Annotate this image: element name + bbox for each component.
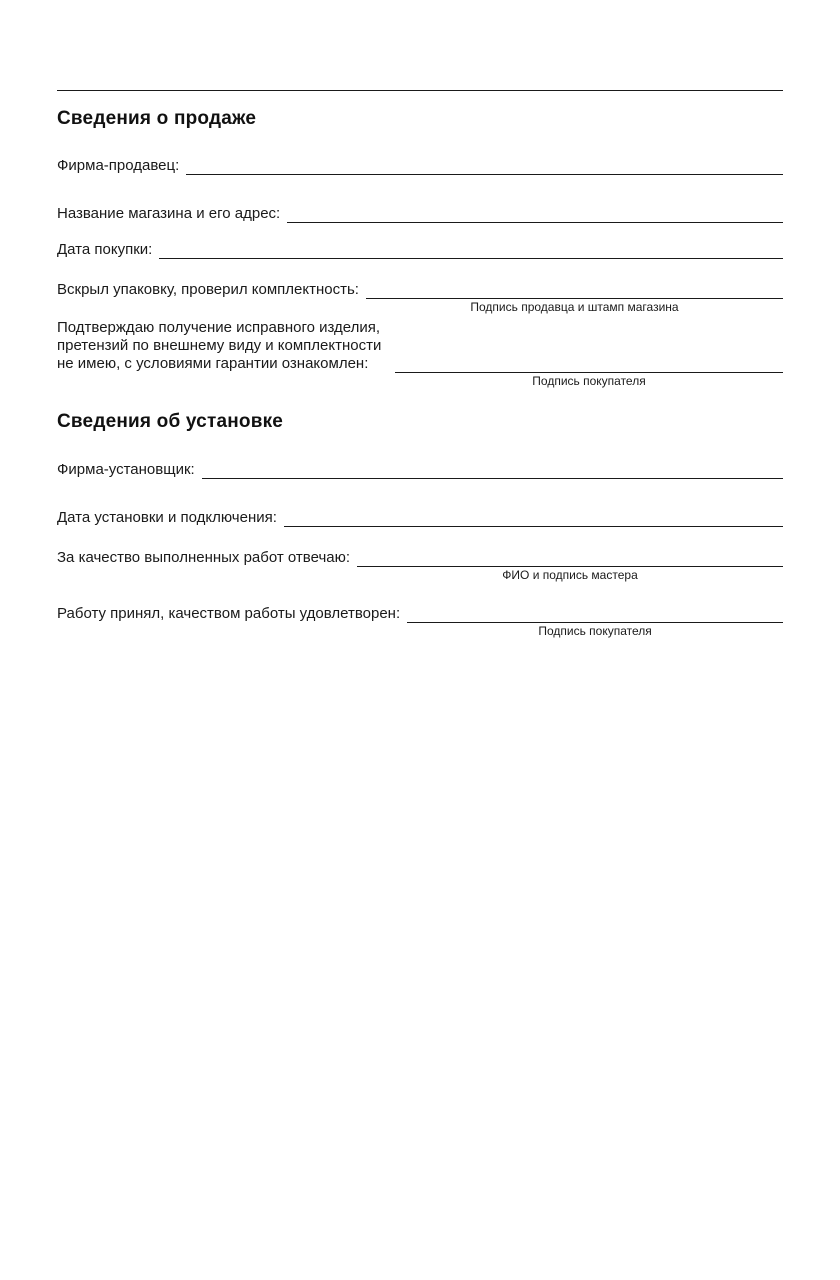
signature-line bbox=[287, 206, 783, 223]
field-label: Вскрыл упаковку, проверил комплектность: bbox=[57, 281, 359, 298]
field-label: Подтверждаю получение исправного изделия, претензий по внешнему виду и комплектности не имею, с условиями гарантии ознакомлен: bbox=[57, 319, 382, 372]
field-work-quality-responsible bbox=[57, 549, 783, 582]
signature-line bbox=[202, 462, 783, 479]
field-label: Работу принял, качеством работы удовлетворен: bbox=[57, 605, 401, 622]
sale-section-title: Сведения о продаже bbox=[57, 108, 257, 129]
field-install-date bbox=[57, 509, 783, 527]
field-confirm-receipt bbox=[57, 319, 783, 388]
line-caption: Подпись продавца и штамп магазина bbox=[470, 300, 679, 314]
field-label: Название магазина и его адрес: bbox=[57, 205, 281, 222]
field-label: Фирма-продавец: bbox=[57, 157, 180, 174]
line-caption: Подпись покупателя bbox=[532, 374, 646, 388]
field-package-opened bbox=[57, 281, 783, 314]
install-section-title: Сведения об установке bbox=[57, 411, 284, 432]
field-seller-firm bbox=[57, 157, 783, 175]
signature-line bbox=[186, 158, 783, 175]
signature-line bbox=[357, 550, 783, 582]
field-installer-firm bbox=[57, 461, 783, 479]
line-caption: ФИО и подпись мастера bbox=[502, 568, 638, 582]
field-label: Дата установки и подключения: bbox=[57, 509, 277, 526]
line-caption: Подпись покупателя bbox=[538, 624, 652, 638]
signature-line bbox=[366, 282, 783, 314]
field-label: Фирма-установщик: bbox=[57, 461, 195, 478]
field-work-accepted bbox=[57, 605, 783, 638]
signature-line bbox=[407, 606, 783, 638]
field-label: За качество выполненных работ отвечаю: bbox=[57, 549, 351, 566]
signature-line bbox=[395, 356, 783, 388]
field-shop-name-address bbox=[57, 205, 783, 223]
signature-line bbox=[284, 510, 783, 527]
top-rule bbox=[57, 90, 783, 91]
signature-line bbox=[159, 242, 783, 259]
field-purchase-date bbox=[57, 241, 783, 259]
warranty-form-page bbox=[0, 90, 840, 638]
field-label: Дата покупки: bbox=[57, 241, 153, 258]
